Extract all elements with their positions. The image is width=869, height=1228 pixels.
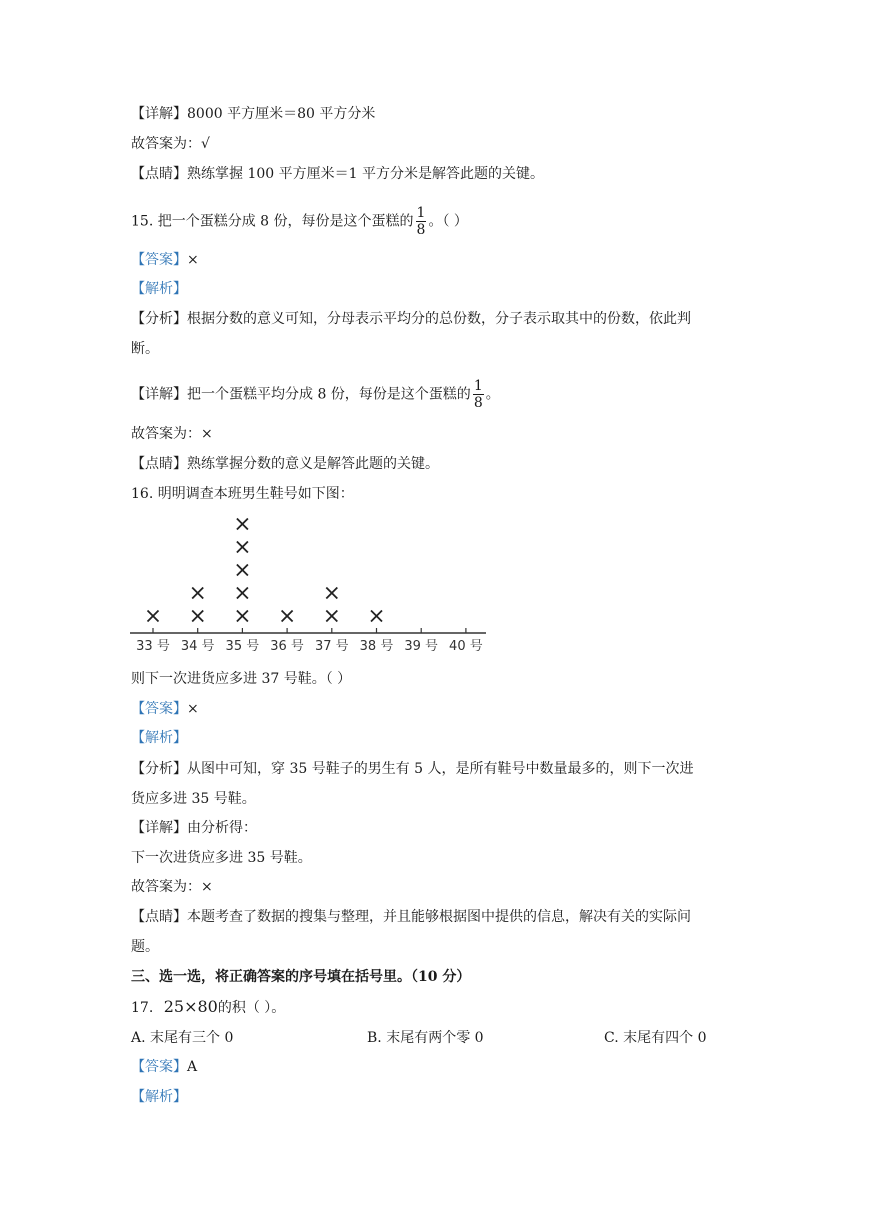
q17-answer-tag: 【答案】 [131,1059,187,1075]
q16-tip-line1: 【点睛】本题考查了数据的搜集与整理，并且能够根据图中提供的信息，解决有关的实际问 [131,909,691,925]
x-mark [192,588,203,599]
q16-statement: 则下一次进货应多进 37 号鞋。（ ） [131,671,352,687]
q17-answer [131,1057,197,1077]
q14-tip: 【点睛】熟练掌握 100 平方厘米＝1 平方分米是解答此题的关键。 [131,166,544,182]
x-mark [237,519,248,530]
q17-question [131,997,285,1018]
q16-analysis-line2: 货应多进 35 号鞋。 [131,791,256,807]
q14-answer-line: 故答案为：√ [131,136,210,152]
q16-answer [131,699,199,719]
shoe-size-line-plot [128,510,490,660]
q17-option-a: A. 末尾有三个 0 [131,1030,234,1046]
x-tick-label: 37 号 [314,639,349,654]
q15-detail-fraction [473,378,484,411]
x-mark [192,611,203,622]
q15-detail-suffix: 。 [485,386,500,403]
q15-fraction [416,205,427,238]
q16-detail2: 下一次进货应多进 35 号鞋。 [131,850,312,866]
x-mark [237,542,248,553]
section3-heading: 三、选一选，将正确答案的序号填在括号里。（10 分） [131,969,471,985]
chart-marks [148,519,383,622]
q15-detail [131,378,500,411]
q17-option-b: B. 末尾有两个零 0 [367,1030,484,1046]
q17-expr: 25×80 [163,997,218,1016]
x-mark [282,611,293,622]
q16-question: 16. 明明调查本班男生鞋号如下图： [131,486,354,502]
q15-analysis-tag: 【解析】 [131,281,187,297]
q16-analysis-line1: 【分析】从图中可知，穿 35 号鞋子的男生有 5 人，是所有鞋号中数量最多的，则下一次进 [131,761,694,777]
q15-detail-prefix: 【详解】把一个蛋糕平均分成 8 份，每份是这个蛋糕的 [131,386,471,403]
chart-tick-labels [136,639,483,654]
x-tick-label: 34 号 [180,639,215,654]
q15-fraction-den: 8 [416,222,426,238]
x-tick-label: 33 号 [136,639,170,654]
q15-tip: 【点睛】熟练掌握分数的意义是解答此题的关键。 [131,456,439,472]
q16-answer-line: 故答案为：× [131,879,213,895]
x-mark [148,611,159,622]
q16-analysis-tag: 【解析】 [131,730,187,746]
x-tick-label: 40 号 [449,639,483,654]
q15-detail-fraction-num: 1 [473,378,483,394]
q15-fraction-num: 1 [416,205,426,221]
x-tick-label: 36 号 [270,639,304,654]
q15-answer-line: 故答案为：× [131,426,213,442]
x-tick-label: 38 号 [359,639,394,654]
x-mark [371,611,382,622]
q17-option-c: C. 末尾有四个 0 [604,1030,707,1046]
q17-number: 17. [131,1000,154,1016]
q15-answer-value: × [187,252,199,268]
q16-tip-line2: 题。 [131,939,159,955]
q15-question-prefix: 15. 把一个蛋糕分成 8 份，每份是这个蛋糕的 [131,213,414,230]
q15-detail-fraction-den: 8 [473,395,483,411]
x-mark [237,611,248,622]
x-tick-label: 39 号 [404,639,439,654]
q15-answer [131,250,199,270]
q17-question-suffix: 的积（ ）。 [217,1000,286,1016]
q15-question-suffix: 。（ ） [428,213,468,230]
chart-axis [130,628,486,633]
q17-answer-value: A [187,1059,198,1075]
q16-detail: 【详解】由分析得： [131,820,257,836]
x-mark [326,588,337,599]
x-mark [237,565,248,576]
x-mark [326,611,337,622]
q15-answer-tag: 【答案】 [131,252,187,268]
x-tick-label: 35 号 [225,639,260,654]
q16-answer-value: × [187,701,199,717]
q15-analysis-line2: 断。 [131,341,159,357]
q15-analysis-line1: 【分析】根据分数的意义可知，分母表示平均分的总份数，分子表示取其中的份数，依此判 [131,311,691,327]
q15-question [131,205,468,238]
q17-analysis-tag: 【解析】 [131,1089,187,1105]
q16-answer-tag: 【答案】 [131,701,187,717]
x-mark [237,588,248,599]
q14-detail: 【详解】8000 平方厘米＝80 平方分米 [131,106,376,122]
